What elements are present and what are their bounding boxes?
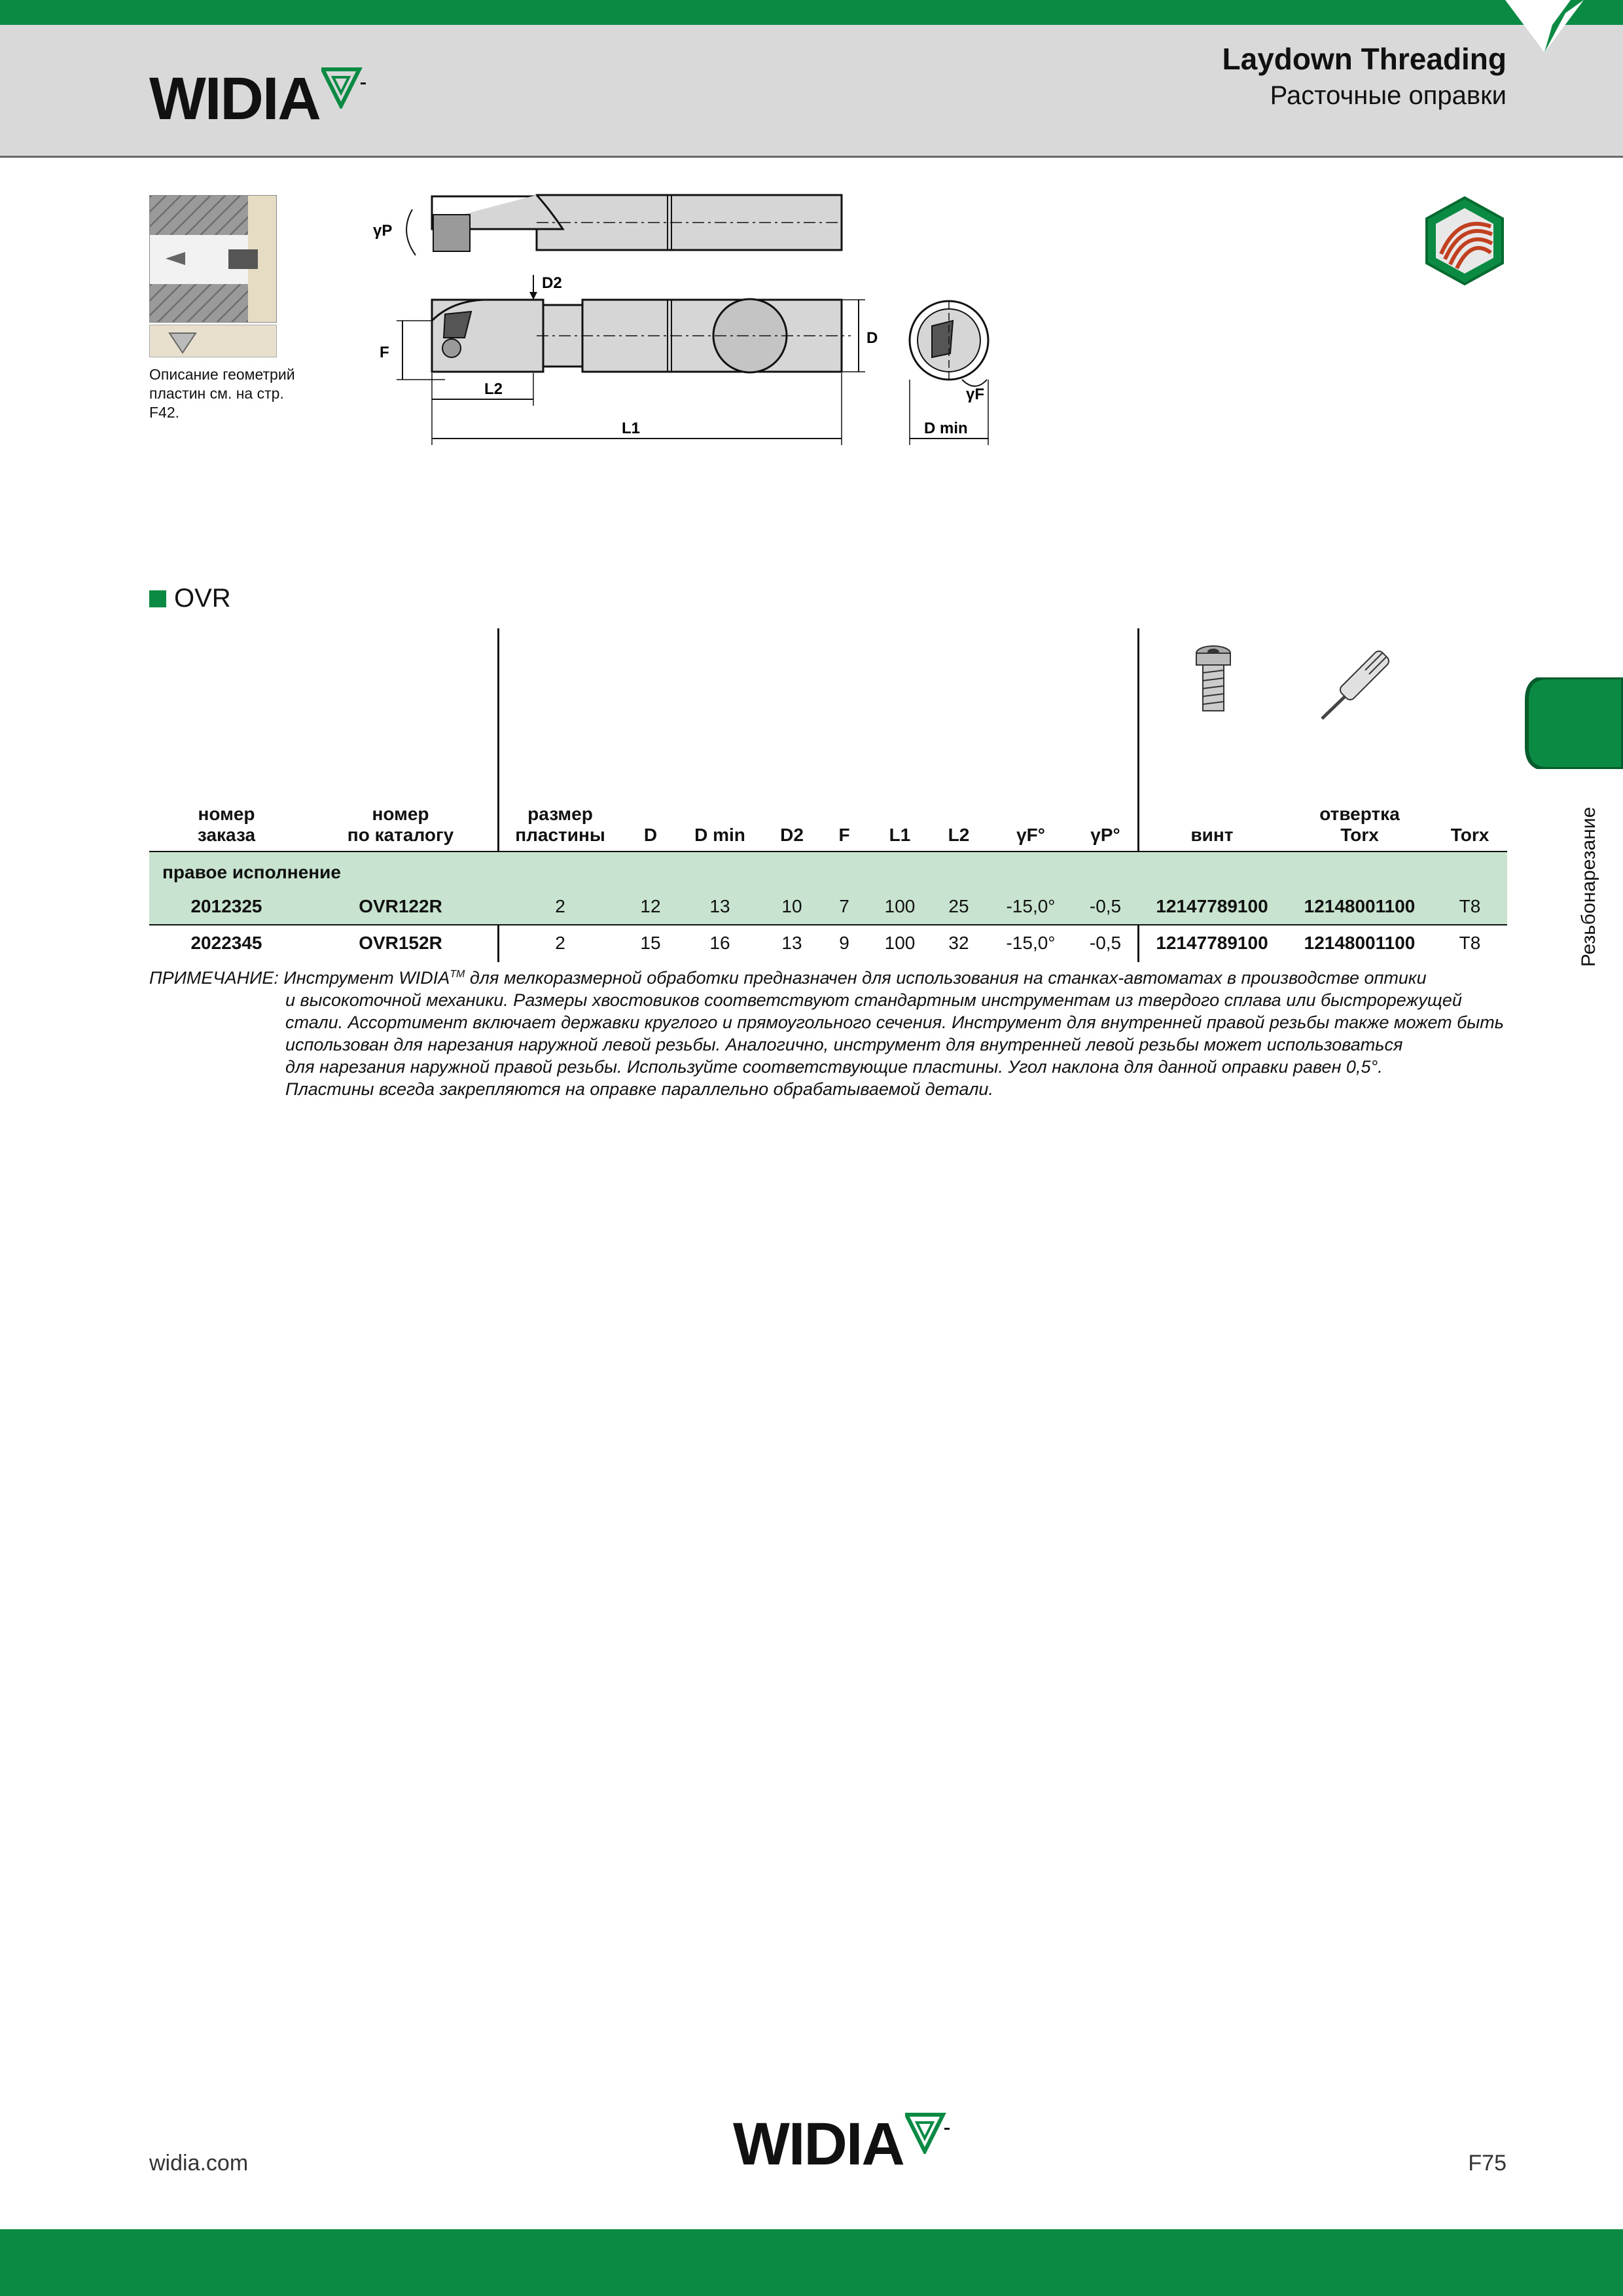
section-label: [149, 584, 231, 613]
cell-gamma-p: -0,5: [1089, 933, 1122, 953]
cell-l2: 25: [948, 896, 969, 916]
cell-d: 12: [640, 896, 661, 916]
cell-insert-size: 2: [555, 933, 565, 953]
col-header-gamma-p: γP°: [1090, 825, 1120, 845]
footer-logo[interactable]: [733, 2111, 951, 2178]
cell-order-no: 2022345: [190, 933, 262, 953]
note-line-6: Пластины всегда закрепляются на оправке параллельно обрабатываемой детали.: [285, 1079, 993, 1099]
page-subtitle: Расточные оправки: [1270, 81, 1507, 110]
table-group-label: правое исполнение: [162, 862, 341, 882]
col-header-torx: Torx: [1450, 825, 1489, 845]
diagram-d2-label: D2: [542, 274, 562, 292]
note-prefix: ПРИМЕЧАНИЕ: Инструмент WIDIA: [149, 968, 450, 988]
footer-logo-text: WIDIA: [733, 2111, 904, 2178]
cell-l1: 100: [884, 896, 916, 916]
col-header-d2: D2: [780, 825, 804, 845]
threading-badge-icon: [1419, 195, 1510, 287]
header-title-block: [1222, 41, 1507, 114]
page-title: Laydown Threading: [1222, 42, 1507, 76]
section-square-icon: [149, 590, 166, 607]
cell-torx: T8: [1459, 933, 1481, 953]
cell-l1: 100: [884, 933, 916, 953]
screw-icon: [1194, 644, 1233, 723]
cell-screwdriver: 12148001100: [1304, 896, 1416, 916]
col-header-d-min: D min: [694, 825, 745, 845]
footnote: [149, 963, 1510, 1100]
note-line-1: для мелкоразмерной обработки предназначен для использования на станках-автоматах в производстве оптики: [465, 968, 1427, 988]
photo-caption: Описание геометрий пластин см. на стр. F42.: [149, 366, 295, 421]
diagram-gamma-p-label: γP: [373, 222, 393, 240]
cell-d2: 10: [781, 896, 802, 916]
widia-triangle-icon: [321, 65, 367, 109]
diagram-f-label: F: [380, 344, 389, 361]
cell-screwdriver: 12148001100: [1304, 933, 1416, 953]
diagram-d-min-label: D min: [924, 420, 968, 437]
section-title: OVR: [174, 584, 231, 613]
tool-dimension-diagram: [353, 183, 1008, 458]
cell-insert-size: 2: [555, 896, 565, 916]
diagram-d-label: D: [866, 329, 878, 347]
col-header-screw: винт: [1190, 825, 1234, 845]
col-header-f: F: [838, 825, 850, 845]
cell-f: 9: [839, 933, 849, 953]
cell-f: 7: [839, 896, 849, 916]
diagram-l1-label: L1: [622, 420, 641, 437]
cell-d-min: 16: [709, 933, 730, 953]
screwdriver-icon: [1314, 641, 1406, 726]
col-header-order-no: номер заказа: [197, 804, 256, 845]
note-line-3: стали. Ассортимент включает державки круглого и прямоугольного сечения. Инструмент для внутренней правой резьбы также может быть: [285, 1013, 1504, 1032]
col-header-gamma-f: γF°: [1016, 825, 1045, 845]
bottom-stripe: [0, 2229, 1623, 2296]
header-logo[interactable]: [149, 65, 367, 130]
side-tab-label: Резьбонарезание: [1578, 806, 1599, 967]
cell-gamma-f: -15,0°: [1006, 933, 1056, 953]
cell-d: 15: [640, 933, 661, 953]
table-row-rule: [149, 924, 1507, 925]
diagram-gamma-f-label: γF: [966, 386, 985, 403]
cell-d2: 13: [781, 933, 802, 953]
machining-photo: [149, 195, 277, 323]
diagram-l2-label: L2: [484, 380, 503, 398]
col-header-catalog-no: номер по каталогу: [347, 804, 454, 845]
note-line-4: использован для нарезания наружной левой резьбы. Аналогично, инструмент для внутренней левой резьбы может использоваться: [285, 1035, 1403, 1054]
widia-triangle-icon: [905, 2111, 951, 2154]
side-tab-marker[interactable]: [1522, 677, 1623, 769]
cell-d-min: 13: [709, 896, 730, 916]
col-header-insert-size: размер пластины: [515, 804, 605, 845]
corner-notch-icon: [1505, 0, 1584, 52]
cell-screw: 12147789100: [1156, 896, 1268, 916]
page-number: F75: [1468, 2151, 1507, 2176]
top-stripe: [0, 0, 1623, 25]
cell-torx: T8: [1459, 896, 1481, 916]
cell-l2: 32: [948, 933, 969, 953]
cell-gamma-p: -0,5: [1089, 896, 1122, 916]
col-header-screwdriver: отвертка Torx: [1319, 804, 1400, 845]
note-line-5: для нарезания наружной правой резьбы. Используйте соответствующие пластины. Угол наклона для данной оправки равен 0,5°.: [285, 1057, 1383, 1077]
trademark-mark: TM: [450, 969, 465, 980]
col-header-l2: L2: [948, 825, 970, 845]
insert-thumbnail: [149, 325, 277, 357]
cell-catalog-no: OVR152R: [359, 933, 442, 953]
header-logo-text: WIDIA: [149, 65, 320, 132]
note-line-2: и высокоточной механики. Размеры хвостовиков соответствуют стандартным инструментам из твердого сплава или быстрорежущей: [285, 990, 1462, 1010]
col-header-d: D: [643, 825, 658, 845]
cell-catalog-no: OVR122R: [359, 896, 442, 916]
cell-screw: 12147789100: [1156, 933, 1268, 953]
col-header-l1: L1: [889, 825, 911, 845]
cell-order-no: 2012325: [190, 896, 262, 916]
footer-url[interactable]: widia.com: [149, 2151, 249, 2176]
cell-gamma-f: -15,0°: [1006, 896, 1056, 916]
